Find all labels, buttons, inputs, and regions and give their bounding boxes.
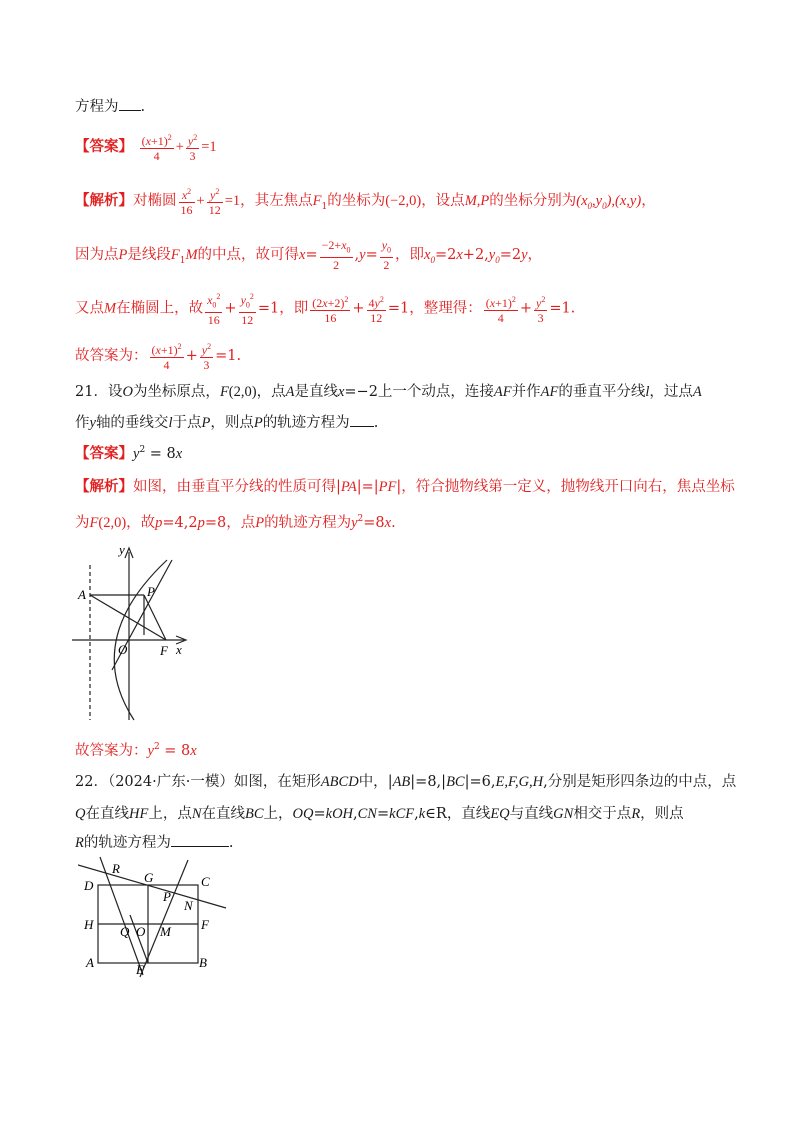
label-m: M bbox=[160, 924, 171, 939]
label-x: x bbox=[176, 642, 182, 657]
answer-blank bbox=[171, 832, 229, 847]
q20-analysis-line3: 又点M在椭圆上，故 $\frac{x_0^2}{16}$ + $\frac{y_0^2}{12}$ =1，即 $\frac{(2x+2)^2}{16}$ + $\frac{4y^2}{12}$ =1，整理得： $\frac{(x+1)^2}{4}$ + $\frac{y^2}{3}$ =1. bbox=[75, 292, 576, 328]
q22-figure bbox=[78, 855, 238, 980]
analysis-tag: 【解析】 bbox=[75, 193, 133, 209]
answer-blank bbox=[350, 412, 374, 427]
q21-analysis-line2: 为F(2,0)，故p=4,2p=8，点P的轨迹方程为$y^2=8x$. bbox=[75, 514, 396, 531]
q21-figure bbox=[72, 540, 202, 725]
q21-analysis-line1: 【解析】如图，由垂直平分线的性质可得|PA|=|PF|，符合抛物线第一定义，抛物线开口向右，焦点坐标 bbox=[75, 479, 735, 495]
q20-analysis-line1: 【解析】对椭圆 $\frac{x^2}{16}$ + $\frac{y^2}{12}$ =1，其左焦点$F_1$的坐标为(−2,0)，设点M,P的坐标分别为$(x_0,y_0),(x,y)$， bbox=[75, 187, 656, 217]
q20-tail: 方程为 . bbox=[75, 96, 145, 117]
analysis-tag: 【解析】 bbox=[75, 479, 133, 495]
q21-answer: 【答案】$y^2 = 8x$ bbox=[75, 445, 183, 462]
label-p: P bbox=[163, 889, 171, 904]
label-r: R bbox=[112, 861, 120, 876]
q21-final-answer: 故答案为：$y^2 = 8x$ bbox=[75, 742, 197, 759]
label-a: A bbox=[78, 587, 86, 602]
label-g: G bbox=[144, 870, 154, 885]
label-b: B bbox=[199, 955, 207, 970]
label-e: E bbox=[136, 962, 144, 977]
q22-stem-line1: 22．（2024·广东·一模）如图，在矩形ABCD中，|AB|=8,|BC|=6,E,F,G,H,分别是矩形四条边的中点，点 bbox=[75, 774, 737, 790]
answer-tag: 【答案】 bbox=[75, 139, 133, 155]
label-q: Q bbox=[120, 924, 130, 939]
label-p: P bbox=[147, 584, 155, 599]
q20-analysis-line2: 因为点P是线段$F_1M$的中点，故可得x= $\frac{-2+x_0}{2}$ ,y= $\frac{y_0}{2}$ ，即$x_0=2x+2,y_0=2y$， bbox=[75, 238, 543, 273]
label-n: N bbox=[184, 898, 193, 913]
q22-stem-line2: Q在直线HF上，点N在直线BC上，OQ=kOH,CN=kCF,k∈R，直线EQ与直线GN相交于点R，则点 bbox=[75, 806, 684, 822]
label-a: A bbox=[86, 955, 94, 970]
q20-final-answer: 故答案为： $\frac{(x+1)^2}{4}$ + $\frac{y^2}{3}$ =1. bbox=[75, 342, 242, 372]
label-f: F bbox=[201, 917, 209, 932]
q21-stem-line1: 21．设O为坐标原点，F(2,0)，点A是直线x=−2上一个动点，连接AF并作AF的垂直平分线l，过点A bbox=[75, 384, 702, 400]
q21-stem-line2: 作y轴的垂线交l于点P，则点P的轨迹方程为 . bbox=[75, 412, 378, 433]
label-y: y bbox=[119, 542, 125, 557]
q20-answer: 【答案】 $\frac{(x+1)^2}{4}$ + $\frac{y^2}{3}$ =1 bbox=[75, 133, 217, 163]
answer-blank bbox=[119, 96, 141, 111]
label-o: O bbox=[118, 642, 128, 657]
answer-tag: 【答案】 bbox=[75, 445, 133, 462]
label-c: C bbox=[201, 874, 210, 889]
label-d: D bbox=[84, 878, 94, 893]
label-f: F bbox=[160, 643, 168, 658]
q22-stem-line3: R的轨迹方程为 . bbox=[75, 832, 233, 853]
label-h: H bbox=[84, 917, 94, 932]
label-o: O bbox=[136, 924, 146, 939]
